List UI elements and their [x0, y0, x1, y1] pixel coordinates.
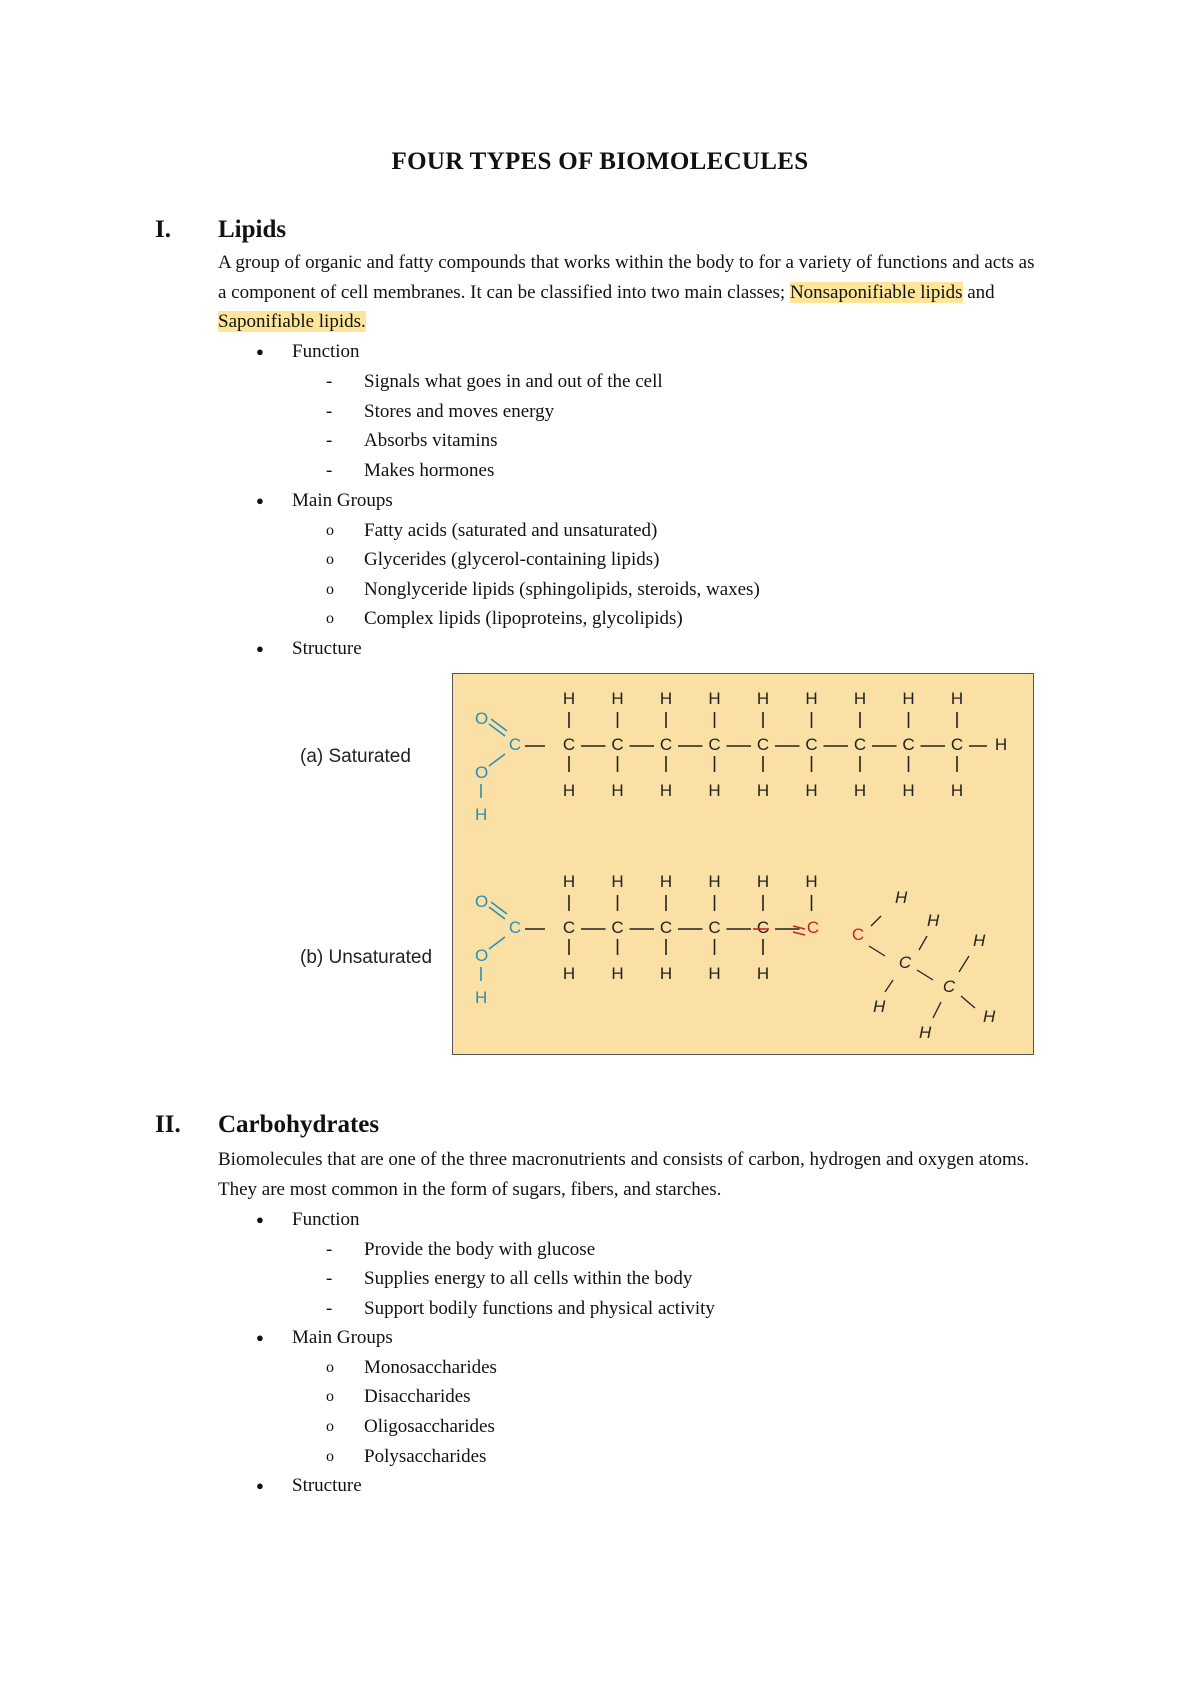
carbon-atom: C [659, 918, 673, 937]
highlight-nonsaponifiable: Nonsaponifiable lipids [789, 281, 963, 303]
bullet-icon: ● [256, 1212, 264, 1227]
section-title: Lipids [218, 216, 287, 243]
structure-label: Structure [292, 638, 362, 659]
bullet-icon: ● [256, 1478, 264, 1493]
carbon-atom: C [659, 735, 673, 754]
list-item: Fatty acids (saturated and unsaturated) [364, 520, 658, 541]
section-description: Biomolecules that are one of the three macronutrients and consists of carbon, hydrogen and oxygen atoms. They are most common in the form of sugars, fibers, and starches. [218, 1149, 1029, 1200]
unsaturated-label: (b) Unsaturated [300, 947, 433, 968]
bullet-icon: ● [256, 641, 264, 656]
hydrogen-atom: H [708, 689, 721, 708]
hydrogen-atom: H [611, 781, 624, 800]
page-title: FOUR TYPES OF BIOMOLECULES [391, 148, 809, 175]
hydrogen-atom: H [611, 964, 624, 983]
circle-bullet-icon: o [326, 1388, 334, 1405]
section-numeral: I. [155, 216, 171, 243]
dash-icon: - [326, 460, 333, 481]
carbon-atom: C [611, 735, 624, 754]
hydrogen-atom: H [902, 781, 915, 800]
hydrogen-atom: H [708, 964, 721, 983]
hydrogen-atom: H [950, 689, 964, 708]
hydrogen-atom: H [756, 872, 770, 891]
list-item: Nonglyceride lipids (sphingolipids, steroids, waxes) [364, 579, 760, 600]
bullet-icon: ● [256, 344, 264, 359]
saturated-label: (a) Saturated [300, 746, 411, 767]
svg-text:C: C [508, 918, 522, 937]
hydrogen-atom: H [659, 781, 673, 800]
hydrogen-atom: H [659, 689, 673, 708]
svg-text:H: H [895, 888, 908, 907]
function-label: Function [292, 341, 360, 362]
hydrogen-atom: H [902, 689, 915, 708]
carbon-atom: C [902, 735, 915, 754]
svg-text:C: C [806, 918, 820, 937]
svg-text:H: H [927, 911, 940, 930]
carbon-atom: C [805, 735, 818, 754]
svg-text:C: C [898, 953, 912, 972]
svg-text:O: O [475, 709, 489, 728]
hydrogen-atom: H [805, 689, 818, 708]
section-description [218, 248, 1038, 337]
description-and: and [962, 281, 995, 303]
svg-text:H: H [983, 1007, 996, 1026]
circle-bullet-icon: o [326, 1359, 334, 1376]
function-label: Function [292, 1209, 360, 1230]
svg-text:O: O [475, 763, 489, 782]
svg-text:O: O [475, 946, 489, 965]
svg-text:H: H [973, 931, 986, 950]
list-item: Disaccharides [364, 1386, 471, 1407]
hydrogen-atom: H [756, 689, 770, 708]
dash-icon: - [326, 1268, 333, 1289]
carbon-atom: C [950, 735, 964, 754]
description-text: A group of organic and fatty compounds that works within the body to for a variety of functions and acts as a component of cell membranes. It can be classified into two main classes; [218, 252, 1035, 303]
hydrogen-atom: H [853, 781, 867, 800]
circle-bullet-icon: o [326, 610, 334, 627]
carbon-atom: C [562, 918, 576, 937]
hydrogen-atom: H [853, 689, 867, 708]
hydrogen-atom: H [611, 689, 624, 708]
list-item: Support bodily functions and physical activity [364, 1298, 715, 1319]
main-groups-label: Main Groups [292, 1327, 393, 1348]
hydrogen-atom: H [756, 781, 770, 800]
fatty-acid-svg [453, 674, 1035, 1056]
structure-label: Structure [292, 1475, 362, 1496]
fatty-acid-structure-diagram [452, 673, 1034, 1055]
unsaturated-chain [475, 872, 996, 1042]
svg-text:C: C [508, 735, 522, 754]
hydrogen-atom: H [562, 689, 576, 708]
section-title: Carbohydrates [218, 1111, 380, 1138]
highlight-saponifiable: Saponifiable lipids. [218, 311, 366, 332]
list-item: Complex lipids (lipoproteins, glycolipids) [364, 608, 683, 629]
svg-text:H: H [873, 997, 886, 1016]
list-item: Absorbs vitamins [364, 430, 498, 451]
list-item: Provide the body with glucose [364, 1239, 596, 1260]
hydrogen-atom: H [950, 781, 964, 800]
hydrogen-atom: H [562, 781, 576, 800]
list-item: Supplies energy to all cells within the body [364, 1268, 693, 1289]
hydrogen-atom: H [756, 964, 770, 983]
hydrogen-atom: H [708, 781, 721, 800]
hydrogen-atom: H [659, 872, 673, 891]
list-item: Stores and moves energy [364, 401, 555, 422]
hydrogen-atom: H [994, 735, 1008, 754]
dash-icon: - [326, 401, 333, 422]
dash-icon: - [326, 371, 333, 392]
carbon-atom: C [756, 735, 770, 754]
circle-bullet-icon: o [326, 581, 334, 598]
section-numeral: II. [155, 1111, 181, 1138]
list-item: Glycerides (glycerol-containing lipids) [364, 549, 660, 570]
hydrogen-atom: H [659, 964, 673, 983]
carbon-atom: C [708, 918, 721, 937]
carbon-atom: C [708, 735, 721, 754]
hydrogen-atom: H [611, 872, 624, 891]
bullet-icon: ● [256, 1330, 264, 1345]
main-groups-label: Main Groups [292, 490, 393, 511]
list-item: Oligosaccharides [364, 1416, 495, 1437]
circle-bullet-icon: o [326, 1448, 334, 1465]
circle-bullet-icon: o [326, 522, 334, 539]
list-item: Monosaccharides [364, 1357, 497, 1378]
svg-text:H: H [475, 988, 488, 1007]
hydrogen-atom: H [708, 872, 721, 891]
svg-text:C: C [942, 977, 956, 996]
bullet-icon: ● [256, 493, 264, 508]
list-item: Polysaccharides [364, 1446, 487, 1467]
carbon-atom: C [853, 735, 867, 754]
circle-bullet-icon: o [326, 1418, 334, 1435]
hydrogen-atom: H [805, 781, 818, 800]
hydrogen-atom: H [562, 964, 576, 983]
svg-text:O: O [475, 892, 489, 911]
svg-text:C: C [851, 925, 865, 944]
svg-text:H: H [475, 805, 488, 824]
carbon-atom: C [611, 918, 624, 937]
hydrogen-atom: H [805, 872, 818, 891]
list-item: Signals what goes in and out of the cell [364, 371, 663, 392]
saturated-chain [475, 689, 1007, 824]
dash-icon: - [326, 1239, 333, 1260]
svg-text:H: H [919, 1023, 932, 1042]
list-item: Makes hormones [364, 460, 495, 481]
dash-icon: - [326, 430, 333, 451]
carbon-atom: C [562, 735, 576, 754]
circle-bullet-icon: o [326, 551, 334, 568]
hydrogen-atom: H [562, 872, 576, 891]
dash-icon: - [326, 1298, 333, 1319]
carbon-atom: C [756, 918, 770, 937]
